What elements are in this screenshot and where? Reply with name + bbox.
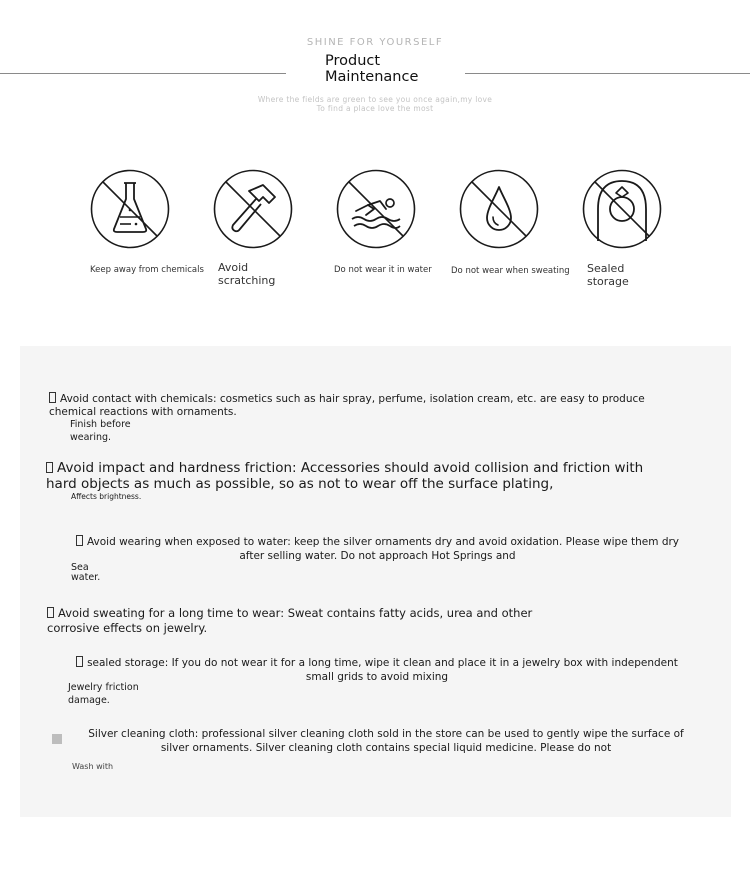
page-title-line2: Maintenance xyxy=(325,69,419,85)
icon-label-storage-line1: Sealed xyxy=(587,262,625,275)
flask-icon xyxy=(90,169,170,249)
tip-chemicals-line2: chemical reactions with ornaments. xyxy=(49,406,237,418)
tip-storage-note1: Jewelry friction xyxy=(68,682,139,693)
tip-cleaning-cloth-line2: silver ornaments. Silver cleaning cloth contains special liquid medicine. Please do not xyxy=(160,741,612,754)
tip-friction-line1: Avoid impact and hardness friction: Accessories should avoid collision and friction with xyxy=(57,460,644,476)
tip-sweat-line2: corrosive effects on jewelry. xyxy=(47,621,208,635)
icon-label-scratching xyxy=(218,261,275,287)
icon-label-storage-line2: storage xyxy=(587,275,629,288)
bullet-square xyxy=(52,734,62,744)
ring-box-icon xyxy=(582,169,662,249)
subtitle-line2: To find a place love the most xyxy=(316,104,434,113)
tip-friction xyxy=(46,461,726,492)
tip-storage-note xyxy=(68,681,139,707)
subtitle-line1: Where the fields are green to see you once again,my love xyxy=(257,95,493,104)
tip-water-note xyxy=(71,563,100,583)
icon-label-water: Do not wear it in water xyxy=(334,265,432,275)
icon-label-scratching-line1: Avoid xyxy=(218,261,249,274)
tip-chemicals-note2: wearing. xyxy=(70,432,112,443)
tip-cleaning-cloth xyxy=(66,728,706,755)
bullet-glyph xyxy=(47,607,54,618)
bullet-glyph xyxy=(76,535,83,546)
tip-chemicals-line1: Avoid contact with chemicals: cosmetics such as hair spray, perfume, isolation cream, etc. are easy to produce xyxy=(60,393,645,405)
tip-friction-note: Affects brightness. xyxy=(71,492,142,501)
tip-chemicals-note1: Finish before xyxy=(70,419,131,430)
tip-chemicals xyxy=(49,392,699,419)
tip-friction-line2: hard objects as much as possible, so as not to wear off the surface plating, xyxy=(46,475,554,492)
page-title-line1: Product xyxy=(325,53,381,69)
tip-sweat xyxy=(47,606,647,636)
swimmer-icon xyxy=(336,169,416,249)
icon-label-chemicals: Keep away from chemicals xyxy=(90,265,204,275)
subtitle xyxy=(0,95,750,113)
divider-right xyxy=(465,73,750,74)
tip-storage xyxy=(52,656,702,684)
tip-water-note1: Sea xyxy=(71,562,89,573)
tip-water xyxy=(50,535,705,563)
tip-cleaning-cloth-note: Wash with xyxy=(72,762,114,771)
tip-cleaning-cloth-line1: Silver cleaning cloth: professional silver cleaning cloth sold in the store can be used to gently wipe the surface of xyxy=(88,728,684,740)
icon-label-storage xyxy=(587,262,629,288)
bullet-glyph xyxy=(76,656,83,667)
icon-label-sweating: Do not wear when sweating xyxy=(451,266,570,276)
tip-sweat-line1: Avoid sweating for a long time to wear: Sweat contains fatty acids, urea and other xyxy=(58,606,533,620)
page-title xyxy=(325,53,418,85)
tip-storage-line2: small grids to avoid mixing xyxy=(305,670,449,683)
icon-label-scratching-line2: scratching xyxy=(218,274,276,287)
hammer-icon xyxy=(213,169,293,249)
tip-chemicals-note xyxy=(70,418,131,444)
divider-left xyxy=(0,73,286,74)
tip-water-line2: after selling water. Do not approach Hot Springs and xyxy=(239,550,516,562)
tagline: SHINE FOR YOURSELF xyxy=(306,37,444,48)
bullet-glyph xyxy=(49,392,56,403)
bullet-glyph xyxy=(46,462,53,473)
tip-storage-note2: damage. xyxy=(68,695,110,706)
tip-water-note2: water. xyxy=(71,572,101,583)
tip-water-line1: Avoid wearing when exposed to water: keep the silver ornaments dry and avoid oxidation. Please wipe them dry xyxy=(86,536,680,548)
tip-storage-line1: sealed storage: If you do not wear it for a long time, wipe it clean and place it in a jewelry box with independent xyxy=(87,657,678,669)
drop-icon xyxy=(459,169,539,249)
